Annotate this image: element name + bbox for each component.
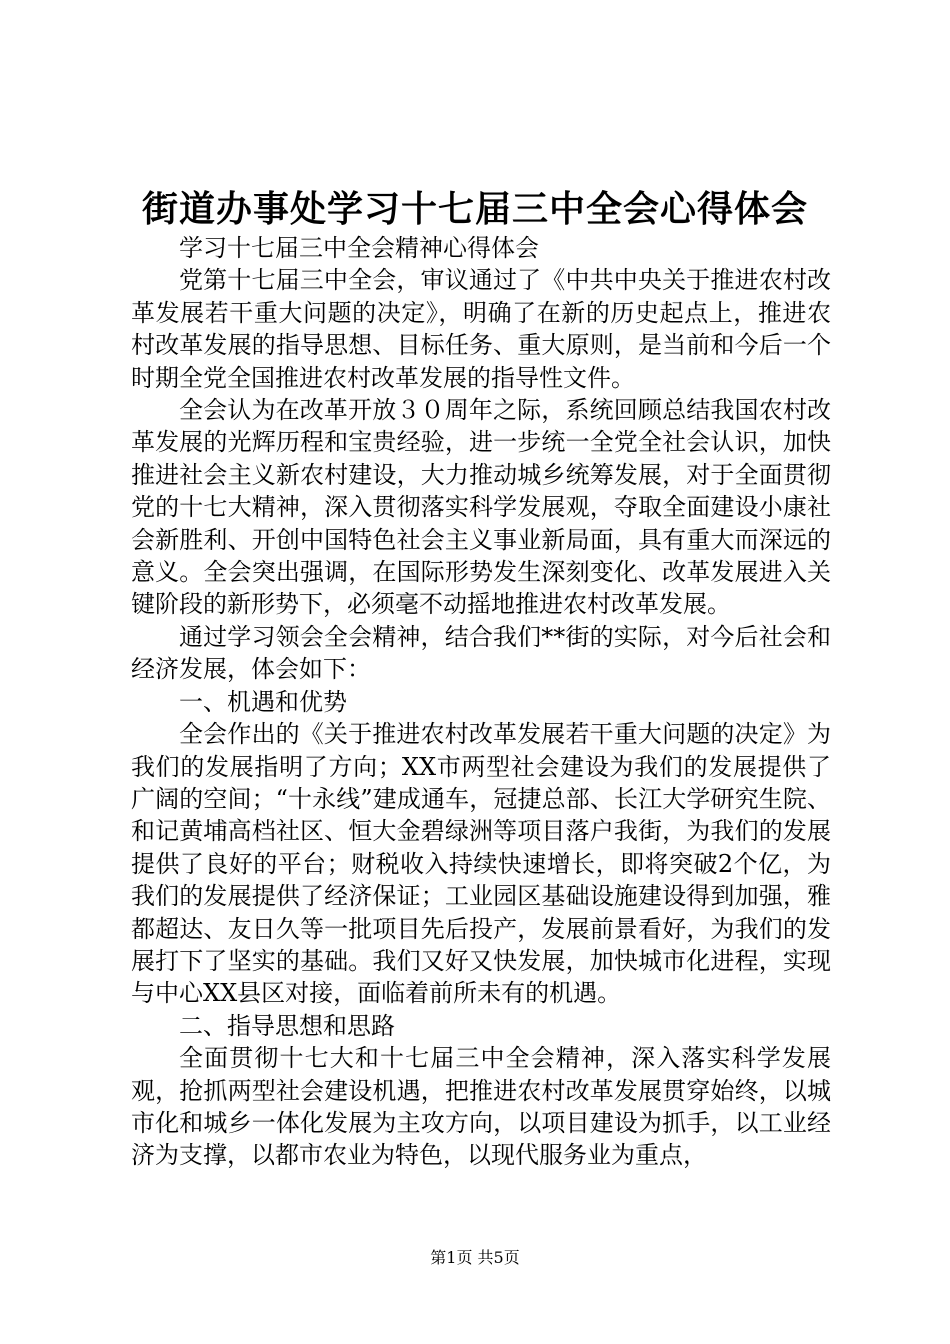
- body-paragraph: 通过学习领会全会精神，结合我们**街的实际，对今后社会和经济发展，体会如下：: [131, 622, 831, 684]
- body-paragraph: 全面贯彻十七大和十七届三中全会精神，深入落实科学发展观，抢抓两型社会建设机遇，把推进农村改革发展贯穿始终，以城市化和城乡一体化发展为主攻方向，以项目建设为抓手，以工业经济为支撑，以都市农业为特色，以现代服务业为重点，: [131, 1044, 831, 1170]
- section-heading: 一、机遇和优势: [179, 687, 347, 716]
- body-paragraph: 全会作出的《关于推进农村改革发展若干重大问题的决定》为我们的发展指明了方向；XX市两型社会建设为我们的发展提供了广阔的空间；“十永线”建成通车，冠捷总部、长江大学研究生院、和记黄埔高档社区、恒大金碧绿洲等项目落户我街，为我们的发展提供了良好的平台；财税收入持续快速增长，即将突破2个亿，为我们的发展提供了经济保证；工业园区基础设施建设得到加强，雅都超达、友日久等一批项目先后投产，发展前景看好，为我们的发展打下了坚实的基础。我们又好又快发展，加快城市化进程，实现与中心XX县区对接，面临着前所未有的机遇。: [131, 720, 831, 1008]
- section-heading: 二、指导思想和思路: [179, 1011, 395, 1040]
- body-paragraph: 党第十七届三中全会，审议通过了《中共中央关于推进农村改革发展若干重大问题的决定》，明确了在新的历史起点上，推进农村改革发展的指导思想、目标任务、重大原则，是当前和今后一个时期全党全国推进农村改革发展的指导性文件。: [131, 266, 831, 392]
- document-title: 街道办事处学习十七届三中全会心得体会: [141, 188, 808, 230]
- page-number-footer: 第1页 共5页: [430, 1248, 520, 1267]
- subtitle-paragraph: 学习十七届三中全会精神心得体会: [179, 234, 539, 262]
- body-paragraph: 全会认为在改革开放３０周年之际，系统回顾总结我国农村改革发展的光辉历程和宝贵经验，进一步统一全党全社会认识，加快推进社会主义新农村建设，大力推动城乡统筹发展，对于全面贯彻党的十七大精神，深入贯彻落实科学发展观，夺取全面建设小康社会新胜利、开创中国特色社会主义事业新局面，具有重大而深远的意义。全会突出强调，在国际形势发生深刻变化、改革发展进入关键阶段的新形势下，必须毫不动摇地推进农村改革发展。: [131, 396, 831, 619]
- document-body: [131, 232, 831, 1172]
